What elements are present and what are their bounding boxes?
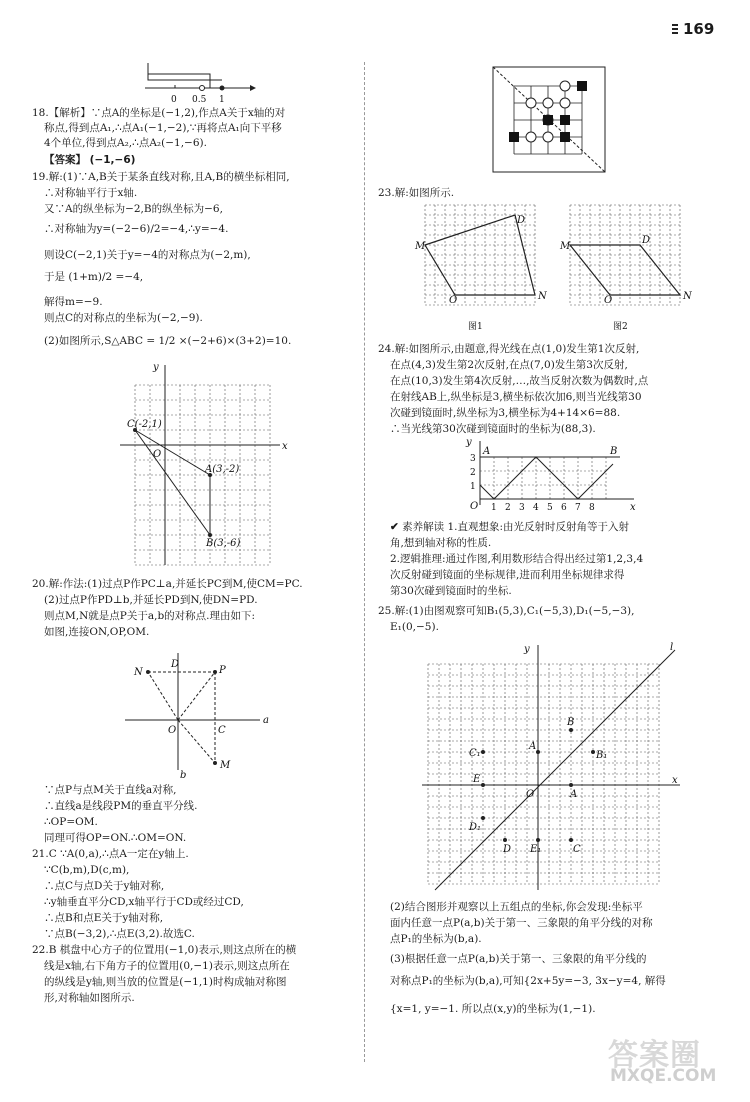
q19-line: ∴对称轴平行于x轴. [44,187,138,199]
black-piece [560,132,570,142]
point-label: O [449,295,458,306]
q24-line: 在射线AB上,纵坐标是3,横坐标依次加6,则当光线第30 [390,391,642,403]
point-label: M [220,760,231,771]
white-piece [543,98,553,108]
black-piece [577,81,587,91]
point-label: O [153,449,162,460]
q20-line: 则点M,N就是点P关于a,b的对称点.理由如下: [44,610,256,622]
point-label: C [218,725,226,736]
q25-line: 25.解:(1)由图观察可知B₁(5,3),C₁(−5,3),D₁(−5,−3), [378,605,635,617]
black-piece [509,132,519,142]
point [481,816,485,820]
q19-line: (2)如图所示,S△ABC = 1/2 ×(−2+6)×(3+2)=10. [44,335,292,347]
point-label: D [503,844,512,855]
literacy-line: ✔ 素养解读 1.直观想象:由光反射时反射角等于入射 [390,521,630,533]
q24-reflection-figure [455,437,635,517]
q21-line: ∴y轴垂直平分CD,x轴平行于CD或经过CD, [44,896,244,908]
q20-line: ∵点P与点M关于直线a对称, [44,784,177,796]
point-label: A [570,789,578,800]
point-label: N [538,291,547,302]
check-icon: ✔ [390,521,399,533]
q24-line: 在点(10,3)发生第4次反射,…,故当反射次数为偶数时,点 [390,375,649,387]
q18-line: 4个单位,得到点A₂,∴点A₂(−1,−6). [44,137,207,149]
tick-label: 3 [519,503,525,513]
point-label: C [573,844,581,855]
tick-label: 2 [470,468,476,478]
point-label: M [415,241,426,252]
q22-line: 的纵线是y轴,则当放的位置是(−1,1)时构成轴对称图 [44,976,287,988]
q21-line: ∵C(b,m),D(c,m), [44,864,130,876]
axis-label: y [524,644,530,655]
point-label: N [683,291,692,302]
point [536,838,540,842]
black-piece [560,115,570,125]
q24-line: ∴当光线第30次碰到镜面时的坐标为(88,3). [390,423,596,435]
q25-line: 点P₁的坐标为(b,a). [390,933,482,945]
page-marker [672,24,678,36]
point [481,750,485,754]
point [208,533,212,537]
axis-label: x [282,441,288,452]
page-number: 169 [683,20,715,38]
point-label: D₁ [469,822,482,833]
q24-line: 24.解:如图所示,由题意,得光线在点(1,0)发生第1次反射, [378,343,640,355]
q25-line: E₁(0,−5). [390,621,439,633]
point-label: N [134,667,143,678]
point-label: D [642,235,651,246]
q20-line: 如图,连接ON,OP,OM. [44,626,150,638]
q21-line: ∴点B和点E关于y轴对称, [44,912,164,924]
point [591,750,595,754]
point-label: B(3,-6) [206,538,241,549]
literacy-line: 2.逻辑推理:通过作图,利用数形结合得出经过第1,2,3,4 [390,553,644,565]
tick-label: 0.5 [192,95,207,105]
tick-label: 1 [491,503,497,513]
literacy-line: 角,想到轴对称的性质. [390,537,492,549]
white-piece [543,132,553,142]
tick-label: 7 [575,503,581,513]
parallelogram [570,245,680,295]
origin-label: O [526,789,535,800]
tick-label: 6 [561,503,567,513]
axis-label: y [153,362,159,373]
q22-line: 线是x轴,右下角方子的位置用(0,−1)表示,则这点所在 [44,960,290,972]
tick-label: 0 [171,95,177,105]
watermark-logo: 答案圈 [608,1038,701,1073]
line-label: l [670,642,674,653]
white-piece [526,132,536,142]
tick-label: 4 [533,503,539,513]
q19-line: 又∵A的纵坐标为−2,B的纵坐标为−6, [44,203,223,215]
point-label: B [567,717,575,728]
point [481,783,485,787]
point-label: B [610,446,618,457]
point [569,838,573,842]
light-path [480,457,613,499]
point-label: A(3,-2) [205,464,240,475]
q21-line: ∴点C与点D关于y轴对称, [44,880,165,892]
literacy-line: 第30次碰到镜面时的坐标. [390,585,512,597]
point-label: A [483,446,491,457]
point-label: A [529,741,537,752]
point [536,750,540,754]
q19-line: ∴对称轴为y=(−2−6)/2=−4,∴y=−4. [44,223,229,235]
q24-line: 在点(4,3)发生第2次反射,在点(7,0)发生第3次反射, [390,359,628,371]
tick-label: 1 [470,482,476,492]
q22-line: 22.B 棋盘中心方子的位置用(−1,0)表示,则这点所在的横 [32,944,297,956]
q20-line: ∴OP=OM. [44,816,98,828]
q21-line: 21.C ∵A(0,a),∴点A一定在y轴上. [32,848,189,860]
tick-label: 5 [547,503,553,513]
q18-line: 称点,得到点A₁,∴点A₁(−1,−2),∵再将点A₁向下平移 [44,122,282,134]
tick-label: 2 [505,503,511,513]
q19-line: 解得m=−9. [44,296,103,308]
q22-line: 形,对称轴如图所示. [44,992,135,1004]
axis-label: y [466,437,472,448]
q24-line: 次碰到镜面时,纵坐标为3,横坐标为4+14×6=88. [390,407,621,419]
point-label: O [168,725,177,736]
q19-line: 则点C的对称点的坐标为(−2,−9). [44,312,203,324]
column-divider [364,62,365,1062]
q20-line: ∴直线a是线段PM的垂直平分线. [44,800,198,812]
point-label: C₁ [469,748,481,759]
q23-figures [410,203,700,333]
point-label: D [517,215,526,226]
tick-label: 1 [219,95,225,105]
white-piece [560,98,570,108]
point-label: C(-2,1) [127,419,162,430]
point [569,728,573,732]
q20-line: 同理可得OP=ON.∴OM=ON. [44,832,187,844]
tick-label: 3 [470,454,476,464]
point-label: M [560,241,571,252]
axis-label: x [630,502,636,513]
number-line-figure [140,58,260,108]
tick-label: 8 [589,503,595,513]
point-label: O [604,295,613,306]
q18-answer: 【答案】 (−1,−6) [44,154,136,166]
white-piece [560,81,570,91]
q19-line: 则设C(−2,1)关于y=−4的对称点为(−2,m), [44,249,251,261]
q25-line: {x=1, y=−1. 所以点(x,y)的坐标为(1,−1). [390,1003,596,1015]
point-label: P [219,665,226,676]
q22-chessboard-figure [488,62,613,177]
q19-line: 于是 (1+m)/2 =−4, [44,271,144,283]
q19-line: 19.解:(1)∵A,B关于某条直线对称,且A,B的横坐标相同, [32,171,290,183]
q25-line: 面内任意一点P(a,b)关于第一、三象限的角平分线的对称 [390,917,653,929]
q20-line: (2)过点P作PD⊥b,并延长PD到N,使DN=PD. [44,594,258,606]
axis-label: b [180,770,187,781]
point [569,783,573,787]
q19-coordinate-figure [110,360,290,570]
q25-line: 对称点P₁的坐标为(b,a),可知{2x+5y=−3, 3x−y=4, 解得 [390,975,666,987]
watermark-url: MXQE.COM [610,1066,717,1086]
bisector-line-l [435,650,675,890]
axis-label: x [672,775,678,786]
point-label: E₁ [530,844,542,855]
q25-line: (3)根据任意一点P(a,b)关于第一、三象限的角平分线的 [390,953,647,965]
point [503,838,507,842]
q18-line: 18.【解析】∵点A的坐标是(−1,2),作点A关于x轴的对 [32,107,286,119]
q25-coordinate-figure [420,640,690,895]
white-piece [526,98,536,108]
axis-label: a [263,715,269,726]
q21-line: ∵点B(−3,2),∴点E(3,2).故选C. [44,928,195,940]
triangle-abc [135,430,210,535]
q23-line: 23.解:如图所示. [378,187,455,199]
q20-line: 20.解:作法:(1)过点P作PC⊥a,并延长PC到M,使CM=PC. [32,578,303,590]
point-label: E [473,774,481,785]
figure-caption: 图1 [468,322,483,332]
black-piece [543,115,553,125]
point-label: D [171,659,180,670]
figure-caption: 图2 [613,322,628,332]
literacy-line: 次反射碰到镜面的坐标规律,进而利用坐标规律求得 [390,569,625,581]
q25-line: (2)结合图形并观察以上五组点的坐标,你会发现:坐标平 [390,901,643,913]
origin-label: O [470,501,479,512]
point-label: B₁ [596,750,608,761]
q20-figure [120,645,280,780]
